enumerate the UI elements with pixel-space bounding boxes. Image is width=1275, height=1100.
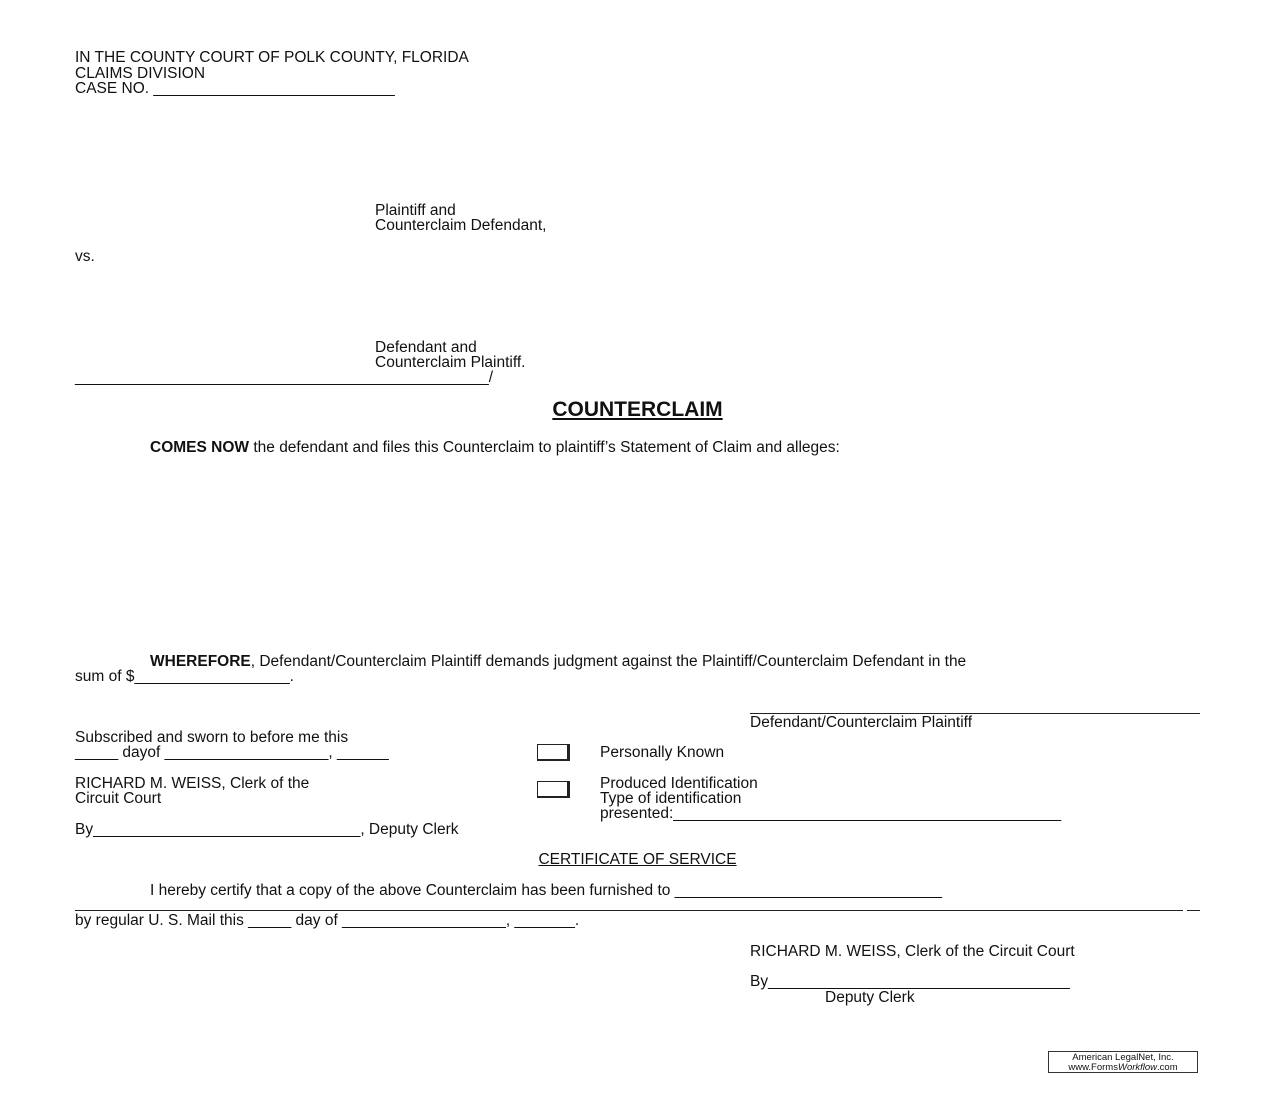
certificate-line1[interactable]: I hereby certify that a copy of the above Counterclaim has been furnished to _______________________________ — [150, 882, 942, 899]
defendant-label-line1: Defendant and — [375, 339, 477, 356]
publisher-badge — [1048, 1051, 1198, 1073]
wherefore-paragraph — [150, 654, 966, 669]
certificate-blank-line-end — [1187, 910, 1200, 911]
certificate-line3[interactable]: by regular U. S. Mail this _____ day of ___________________, _______. — [75, 912, 580, 929]
certificate-deputy-clerk: Deputy Clerk — [825, 989, 915, 1006]
jurat-line1: Subscribed and sworn to before me this — [75, 729, 349, 746]
jurat-clerk-line2: Circuit Court — [75, 790, 162, 807]
caption-rule: ________________________________________________/ — [75, 369, 494, 386]
wherefore-text: , Defendant/Counterclaim Plaintiff demands judgment against the Plaintiff/Counterclaim Defendant in the — [250, 653, 967, 670]
certificate-blank-line[interactable] — [75, 910, 1183, 911]
case-number-field[interactable]: CASE NO. ____________________________ — [75, 80, 395, 97]
defendant-label-line2: Counterclaim Plaintiff. — [375, 354, 526, 371]
certificate-heading: CERTIFICATE OF SERVICE — [538, 851, 737, 868]
certificate-clerk: RICHARD M. WEISS, Clerk of the Circuit Court — [750, 943, 1075, 960]
jurat-clerk-line1: RICHARD M. WEISS, Clerk of the — [75, 775, 310, 792]
publisher-url-prefix: www.Forms — [1068, 1062, 1118, 1073]
publisher-url-suffix: .com — [1157, 1062, 1178, 1073]
document-title: COUNTERCLAIM — [552, 398, 723, 421]
identification-type-label: Type of identification — [600, 790, 742, 807]
wherefore-lead: WHEREFORE — [150, 653, 251, 670]
signature-label: Defendant/Counterclaim Plaintiff — [750, 714, 973, 731]
publisher-url — [1052, 1063, 1194, 1073]
jurat-date-field[interactable]: _____ dayof ___________________, ______ — [75, 744, 389, 761]
personally-known-checkbox[interactable] — [537, 744, 570, 761]
publisher-url-italic: Workflow — [1117, 1062, 1158, 1073]
intro-paragraph — [150, 440, 840, 455]
personally-known-label: Personally Known — [600, 744, 725, 761]
intro-text: the defendant and files this Counterclaim to plaintiff’s Statement of Claim and alleges: — [249, 439, 840, 456]
division-name: CLAIMS DIVISION — [75, 65, 206, 82]
produced-identification-label: Produced Identification — [600, 775, 758, 792]
plaintiff-label-line2: Counterclaim Defendant, — [375, 217, 547, 234]
plaintiff-label-line1: Plaintiff and — [375, 202, 456, 219]
sum-field[interactable]: sum of $__________________. — [75, 668, 294, 685]
intro-lead: COMES NOW — [150, 439, 250, 456]
court-name: IN THE COUNTY COURT OF POLK COUNTY, FLORIDA — [75, 49, 469, 66]
publisher-name: American LegalNet, Inc. — [1072, 1052, 1174, 1063]
versus-label: vs. — [75, 248, 95, 265]
jurat-deputy-clerk-field[interactable]: By_______________________________, Deputy Clerk — [75, 821, 459, 838]
produced-identification-checkbox[interactable] — [537, 781, 570, 798]
certificate-by-field[interactable]: By___________________________________ — [750, 973, 1070, 990]
identification-presented-field[interactable]: presented:_____________________________________________ — [600, 805, 1062, 822]
